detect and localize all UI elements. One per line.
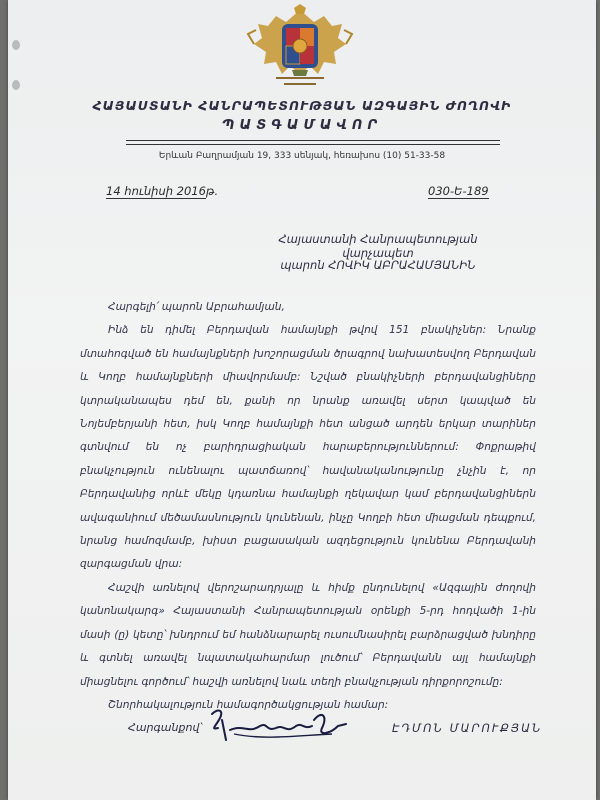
greeting: Հարգելի՛ պարոն Աբրահամյան, <box>108 301 285 313</box>
header-rule <box>126 144 500 145</box>
recipient-name: պարոն ՀՈՎԻԿ ԱԲՐԱՀԱՄՅԱՆԻՆ <box>280 258 476 272</box>
signatory-name: ԷԴՄՈՆ ՄԱՐՈՒՔՅԱՆ <box>392 721 543 735</box>
body-paragraph: Ինձ են դիմել Բերդավան համայնքի թվով 151 բնակիչներ: Նրանք մտահոգված են համայնքների խոշորացման ծրագրով նախատեսվող Բերդավան և Կողբ համայնքների միավորմամբ: Նշված բնակիչների բերդավանցիները կտրականապես դեմ են, քանի որ նրանք առավել սերտ կապված են Նոյեմբերյանի հետ, իսկ Կողբ համայնքի հետ անցած արդեն երկար տարիներ գտնվում են ոչ բարիդրացիական հարաբերություններում: Փոքրաթիվ բնակչություն ունենալու պատճառով՝ հավանականությունը չնչին է, որ Բերդավանից որևէ մեկը կդառնա համայնքի ղեկավար կամ բերդավանցիներն ավագանիում մեծամասնություն կունենան, ինչը Կողբի հետ միացման դեպքում, նրանց համոզմամբ, խիստ բացասական ազդեցություն կունենա Բերդավանի զարգացման վրա: <box>80 324 536 571</box>
body-paragraph: Հաշվի առնելով վերոշարադրյալը և հիմք ընդունելով «Ազգային ժողովի կանոնակարգ» Հայաստանի Հանրապետության օրենքի 5-րդ հոդվածի 1-ին մասի (ը) կետը՝ խնդրում եմ հանձնարարել ուսումնասիրել բարձրացված խնդիրը և գտնել առավել նպատակահարմար լուծում՝ Բերդավանն այլ համայնքի միացնելու գործում՝ հաշվի առնելով նաև տեղի բնակչության դիրքորոշումը: <box>80 581 536 688</box>
letter-body <box>80 296 536 717</box>
recipient-title: Հայաստանի Հանրապետության վարչապետ <box>278 232 478 260</box>
handwritten-signature-icon <box>204 700 354 750</box>
office-address: Երևան Բաղրամյան 19, 333 սենյակ, հեռախոս (10) 51-33-58 <box>158 151 446 161</box>
date-suffix: թ. <box>205 184 219 198</box>
reference-number: 030-Ե-189 <box>428 184 489 198</box>
punch-hole <box>12 80 20 90</box>
header-rule <box>126 140 500 141</box>
date-value: 14 հունիսի 2016 <box>106 184 206 198</box>
signature-label: Հարգանքով՝ <box>128 721 203 734</box>
document-type: ՊԱՏԳԱՄԱՎՈՐ <box>221 118 383 133</box>
armenia-coat-of-arms-icon <box>246 4 354 92</box>
punch-hole <box>12 40 20 50</box>
letter-date <box>106 184 218 198</box>
organization-name: ՀԱՅԱՍՏԱՆԻ ՀԱՆՐԱՊԵՏՈՒԹՅԱՆ ԱԶԳԱՅԻՆ ԺՈՂՈՎԻ <box>92 98 512 113</box>
closing-line: Շնորհակալություն համագործակցության համար: <box>108 698 389 711</box>
letter-page <box>8 0 596 800</box>
